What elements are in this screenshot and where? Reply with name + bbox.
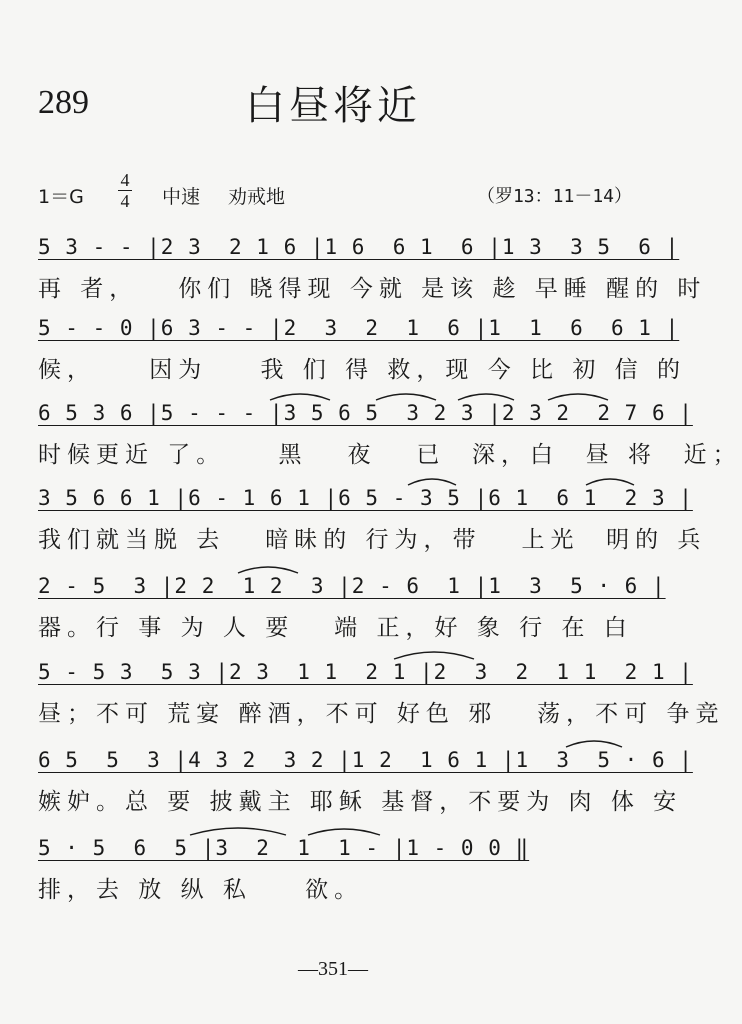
notation-line: 3 5 6 6 1 |6 - 1 6 1 |6 5 - 3 5 |6 1 6 1 2 3 | bbox=[38, 486, 693, 510]
time-signature bbox=[118, 170, 132, 211]
notation-line: 2 - 5 3 |2 2 1 2 3 |2 - 6 1 |1 3 5 · 6 | bbox=[38, 574, 666, 598]
notation-line: 5 - - 0 |6 3 - - |2 3 2 1 6 |1 1 6 6 1 | bbox=[38, 316, 680, 340]
notation-line: 6 5 5 3 |4 3 2 3 2 |1 2 1 6 1 |1 3 5 · 6 | bbox=[38, 748, 693, 772]
lyrics-line: 候， 因为 我 们 得 救，现 今 比 初 信 的 bbox=[38, 357, 686, 383]
music-system-5 bbox=[38, 571, 666, 645]
page-number: 289 bbox=[38, 84, 89, 121]
lyrics-line: 昼；不可 荒宴 醉酒，不可 好色 邪 荡，不可 争竞 bbox=[38, 701, 725, 727]
music-system-3 bbox=[38, 398, 742, 472]
lyrics-line: 器。行 事 为 人 要 端 正，好 象 行 在 白 bbox=[38, 615, 633, 641]
lyrics-line: 排，去 放 纵 私 欲。 bbox=[38, 877, 364, 903]
notation-line: 5 3 - - |2 3 2 1 6 |1 6 6 1 6 |1 3 3 5 6 | bbox=[38, 235, 680, 259]
page-footer: —351— bbox=[298, 958, 368, 980]
time-signature-top: 4 bbox=[120, 170, 130, 190]
lyrics-line: 时候更近 了。 黑 夜 已 深，白 昼 将 近； bbox=[38, 442, 742, 468]
music-system-8 bbox=[38, 833, 638, 907]
music-system-1 bbox=[38, 232, 707, 306]
notation-line: 5 · 5 6 5 |3 2 1 1 - |1 - 0 0 ‖ bbox=[38, 836, 530, 860]
lyrics-line: 嫉妒。总 要 披戴主 耶稣 基督，不要为 肉 体 安 bbox=[38, 789, 683, 815]
song-title: 白昼将近 bbox=[245, 83, 421, 129]
time-signature-bottom: 4 bbox=[120, 191, 130, 211]
tempo-marking: 中速 bbox=[162, 186, 201, 208]
music-system-2 bbox=[38, 313, 686, 387]
expression-marking: 劝戒地 bbox=[228, 186, 286, 208]
notation-line: 5 - 5 3 5 3 |2 3 1 1 2 1 |2 3 2 1 1 2 1 | bbox=[38, 660, 693, 684]
key-signature: 1＝G bbox=[38, 186, 84, 208]
music-system-7 bbox=[38, 745, 693, 819]
scripture-reference: （罗13：11－14） bbox=[476, 186, 632, 207]
music-system-4 bbox=[38, 483, 707, 557]
lyrics-line: 再 者， 你们 晓得现 今就 是该 趁 早睡 醒的 时 bbox=[38, 276, 707, 302]
music-system-6 bbox=[38, 657, 725, 731]
notation-line: 6 5 3 6 |5 - - - |3 5 6 5 3 2 3 |2 3 2 2 7 6 | bbox=[38, 401, 693, 425]
lyrics-line: 我们就当脱 去 暗昧的 行为，带 上光 明的 兵 bbox=[38, 527, 707, 553]
